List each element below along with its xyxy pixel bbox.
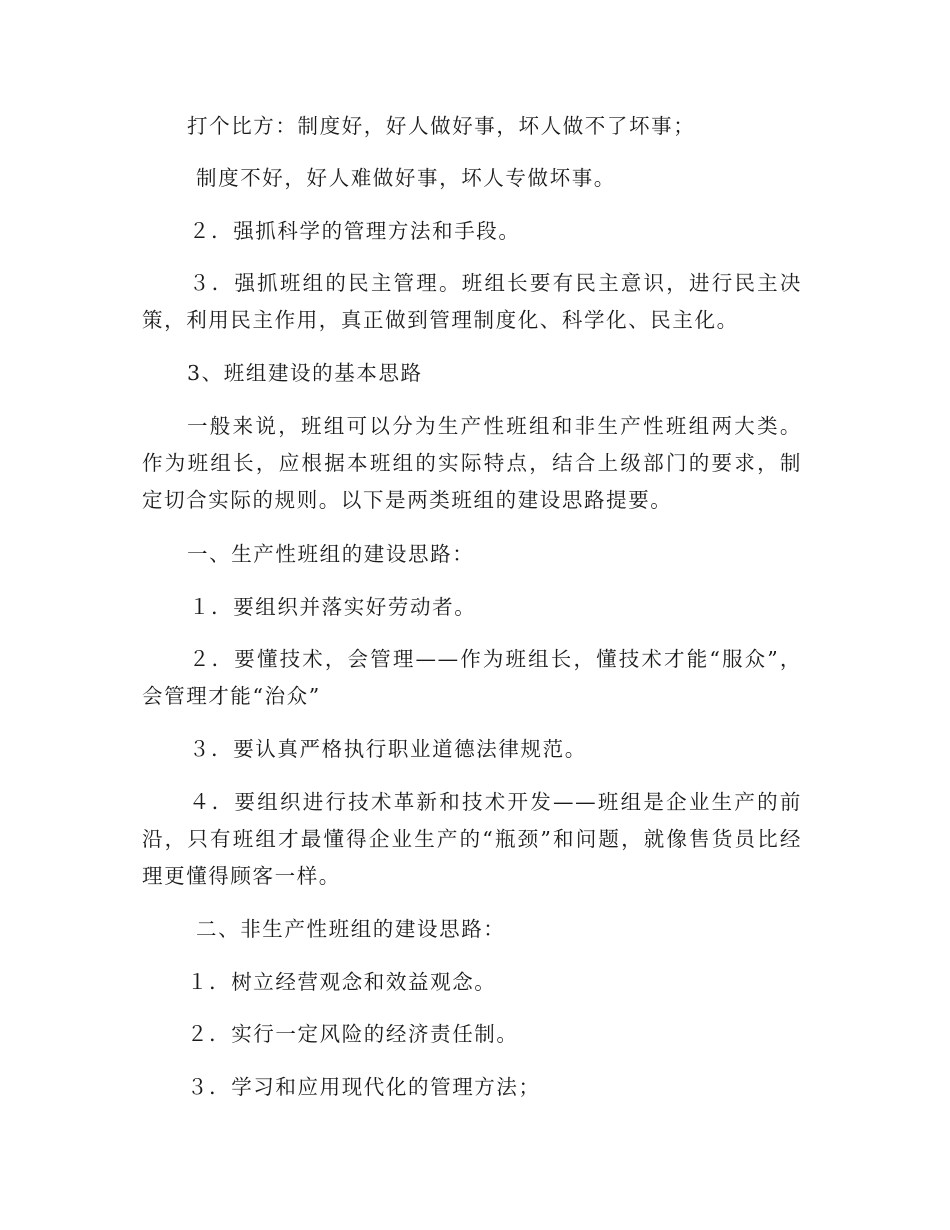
paragraph-analogy-bad-system: 制度不好，好人难做好事，坏人专做坏事。 <box>196 166 616 190</box>
paragraph-production-item-1: １．要组织并落实好劳动者。 <box>189 595 477 619</box>
paragraph-production-item-3: ３．要认真严格执行职业道德法律规范。 <box>189 737 587 761</box>
paragraph-non-production-item-2: ２．实行一定风险的经济责任制。 <box>187 1022 519 1046</box>
paragraph-production-item-2: ２．要懂技术，会管理——作为班组长，懂技术才能“服众”，会管理才能“治众” <box>142 647 802 708</box>
paragraph-analogy-good-system: 打个比方：制度好，好人做好事，坏人做不了坏事； <box>187 114 696 138</box>
section-heading-non-production-teams: 二、非生产性班组的建设思路： <box>196 917 506 941</box>
paragraph-team-types-intro: 一般来说，班组可以分为生产性班组和非生产性班组两大类。作为班组长，应根据本班组的实际特点，结合上级部门的要求，制定切合实际的规则。以下是两类班组的建设思路提要。 <box>142 414 802 512</box>
section-heading-basic-ideas: 3、班组建设的基本思路 <box>187 361 423 385</box>
paragraph-non-production-item-3: ３．学习和应用现代化的管理方法； <box>187 1075 541 1099</box>
paragraph-item-3-democratic-management: ３．强抓班组的民主管理。班组长要有民主意识，进行民主决策，利用民主作用，真正做到管理制度化、科学化、民主化。 <box>142 271 802 332</box>
section-heading-production-teams: 一、生产性班组的建设思路： <box>187 542 475 566</box>
paragraph-item-2-methods: ２．强抓科学的管理方法和手段。 <box>189 219 521 243</box>
paragraph-non-production-item-1: １．树立经营观念和效益观念。 <box>187 970 497 994</box>
paragraph-production-item-4: ４．要组织进行技术革新和技术开发——班组是企业生产的前沿，只有班组才最懂得企业生产的“瓶颈”和问题，就像售货员比经理更懂得顾客一样。 <box>142 790 802 888</box>
